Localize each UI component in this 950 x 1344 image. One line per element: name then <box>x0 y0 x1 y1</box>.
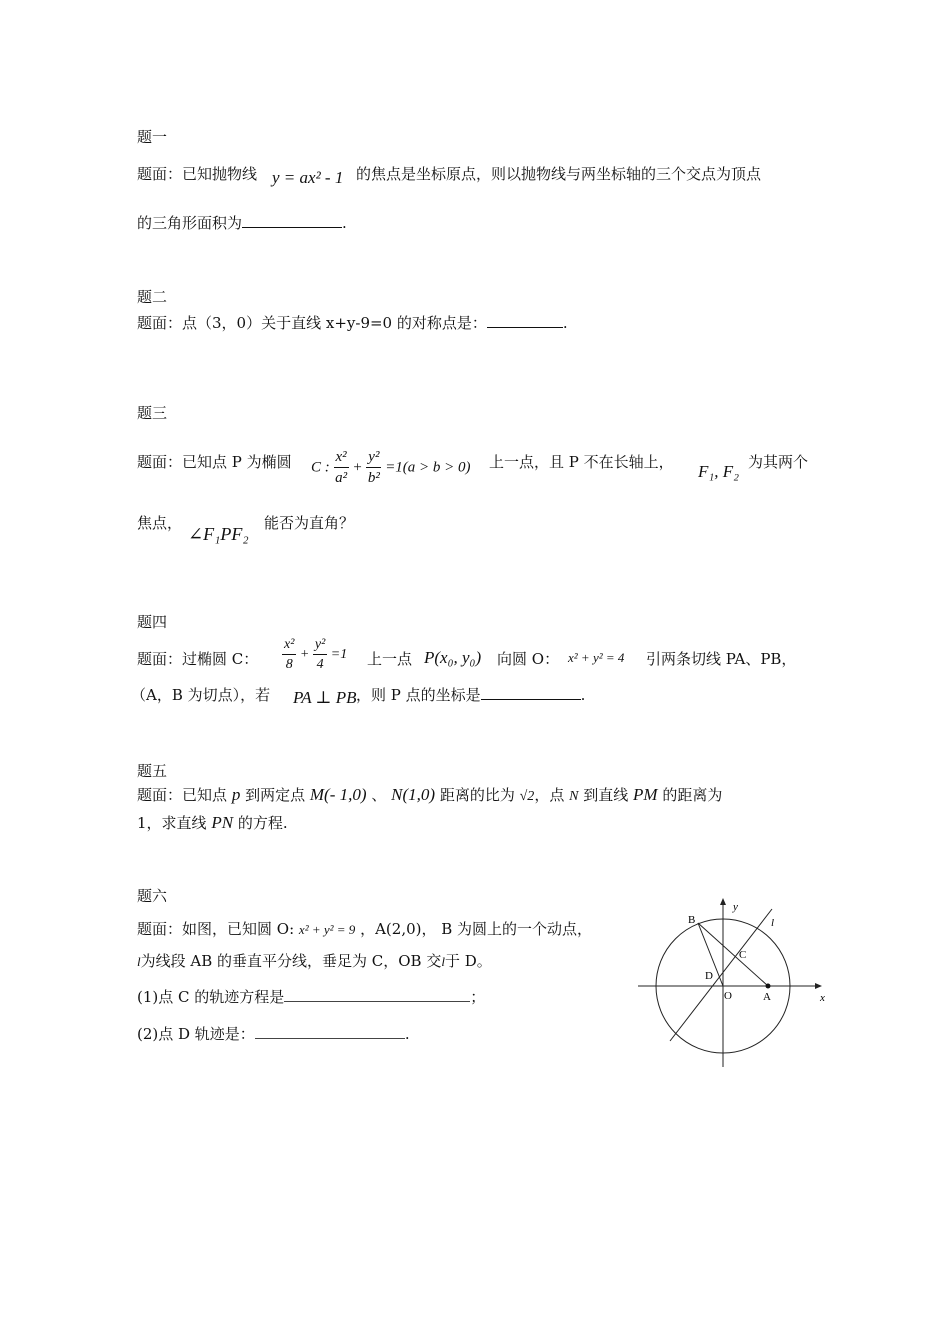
period: . <box>404 1025 410 1043</box>
problem-3-heading: 题三 <box>137 404 168 422</box>
problem-3-line-1 <box>137 451 292 472</box>
problem-text: 到两定点 <box>245 786 306 804</box>
problem-6-heading: 题六 <box>137 887 168 905</box>
problem-text: 到直线 <box>583 786 629 804</box>
foci-symbols: F₁, F₂ <box>698 462 740 481</box>
problem-text: 向圆 O： <box>497 650 560 668</box>
point-n: N <box>569 789 579 804</box>
point-b-label: B <box>688 914 696 926</box>
problem-2-heading: 题二 <box>137 288 168 306</box>
line-l: l <box>441 954 445 969</box>
ellipse-formula: $\frac{\text{x²}}{8}$ + $\frac{\text{y²}}{4}$ =1 <box>284 637 348 672</box>
circle-formula: x² + y² = 4 <box>568 650 625 665</box>
problem-5-line-1 <box>137 784 722 805</box>
x-axis-label: x <box>820 992 825 1004</box>
problem-text: ，则 P 点的坐标是 <box>356 686 481 704</box>
problem-text: 已知抛物线 <box>182 165 258 183</box>
answer-blank[interactable] <box>481 685 581 700</box>
fraction: $\frac{\text{y²}}{\text{b²}}$ <box>367 449 380 486</box>
line-l: l <box>137 954 141 969</box>
problem-label: 题面： <box>137 314 183 332</box>
problem-text: 为其两个 <box>748 453 809 471</box>
perpendicular-formula: PA ⊥ PB <box>293 688 357 707</box>
point-n: N(1,0) <box>391 785 436 804</box>
problem-text: ，A(2,0)， B 为圆上的一个动点， <box>360 920 593 938</box>
y-axis-label: y <box>733 901 738 913</box>
problem-text: 的焦点是坐标原点，则以抛物线与两坐标轴的三个交点为顶点 <box>356 165 762 183</box>
problem-text: 已知点 <box>182 786 228 804</box>
period: . <box>562 314 568 332</box>
sqrt-two: √2 <box>519 789 535 804</box>
line-pn: PN <box>211 813 234 832</box>
problem-text: 的距离为 <box>662 786 723 804</box>
answer-blank[interactable] <box>487 313 563 328</box>
problem-text: 于 D。 <box>444 952 492 970</box>
problem-text: 上一点，且 P 不在长轴上， <box>489 453 674 471</box>
separator: 、 <box>371 786 387 804</box>
problem-4-heading: 题四 <box>137 613 168 631</box>
problem-text: 如图，已知圆 O: <box>182 920 295 938</box>
problem-1-line-1 <box>137 163 257 184</box>
problem-label: 题面： <box>137 650 183 668</box>
problem-1-line-2 <box>137 212 347 233</box>
point-p: P(x₀, y₀) <box>424 648 482 667</box>
fraction: $\frac{\text{x²}}{8}$ <box>284 637 295 672</box>
fraction: $\frac{\text{x²}}{\text{a²}}$ <box>335 449 348 486</box>
question-text: (1)点 C 的轨迹方程是 <box>137 988 285 1006</box>
period: . <box>580 686 586 704</box>
period: . <box>342 214 347 232</box>
answer-blank[interactable] <box>284 987 470 1002</box>
problem-label: 题面： <box>137 786 183 804</box>
ellipse-formula: C : $\frac{\text{x²}}{\text{a²}}$ + $\frac{\text{y²}}{\text{b²}}$ =1(a > b > 0) <box>311 449 471 486</box>
circle-formula: x² + y² = 9 <box>298 922 356 937</box>
problem-text: 已知点 P 为椭圆 <box>182 453 292 471</box>
problem-6-line-1 <box>137 918 592 939</box>
problem-text: 焦点， <box>137 514 183 532</box>
point-a-label: A <box>763 991 771 1003</box>
problem-label: 题面： <box>137 165 183 183</box>
y-axis-arrow <box>720 898 726 905</box>
problem-text: （A，B 为切点），若 <box>131 686 271 704</box>
problem-text: 距离的比为 <box>439 786 515 804</box>
problem-4-line-2-end <box>356 684 585 705</box>
semicolon: ； <box>470 988 486 1006</box>
circle-figure <box>630 895 830 1075</box>
point-d-label: D <box>705 970 713 982</box>
problem-text: 引两条切线 PA、PB， <box>646 650 797 668</box>
problem-1-heading: 题一 <box>137 128 168 146</box>
problem-text: 过椭圆 C： <box>182 650 259 668</box>
problem-label: 题面： <box>137 453 183 471</box>
point-p: p <box>231 785 241 804</box>
fraction: $\frac{\text{y²}}{4}$ <box>314 637 326 672</box>
problem-text: ，点 <box>534 786 565 804</box>
problem-4-line-1 <box>137 648 258 669</box>
point-a <box>766 984 771 989</box>
problem-6-question-2 <box>137 1023 410 1044</box>
question-text: (2)点 D 轨迹是： <box>137 1025 255 1043</box>
line-l-label: l <box>771 917 775 929</box>
problem-5-heading: 题五 <box>137 762 168 780</box>
problem-label: 题面： <box>137 920 183 938</box>
problem-text: 能否为直角？ <box>264 514 355 532</box>
problem-text: 1，求直线 <box>137 814 207 832</box>
line-pm: PM <box>633 785 658 804</box>
parabola-formula: y = ax² - 1 <box>272 168 344 187</box>
problem-2-line-1 <box>137 312 568 333</box>
point-c-label: C <box>739 949 747 961</box>
problem-5-line-2 <box>137 812 288 833</box>
x-axis-arrow <box>815 983 822 989</box>
problem-6-question-1 <box>137 986 485 1007</box>
origin-label: O <box>724 990 732 1002</box>
answer-blank[interactable] <box>255 1024 405 1039</box>
problem-text: 点（3，0）关于直线 x+y-9=0 的对称点是： <box>182 314 487 332</box>
angle-symbol: ∠F₁PF₂ <box>188 524 249 544</box>
problem-text: 的三角形面积为 <box>137 214 243 232</box>
problem-text: 上一点 <box>367 650 413 668</box>
problem-text: 的方程. <box>237 814 288 832</box>
problem-6-line-2 <box>137 950 492 971</box>
perpendicular-bisector-l <box>670 909 775 1041</box>
point-m: M(- 1,0) <box>309 785 367 804</box>
problem-text: 为线段 AB 的垂直平分线，垂足为 C，OB 交 <box>140 952 442 970</box>
answer-blank[interactable] <box>242 213 342 228</box>
